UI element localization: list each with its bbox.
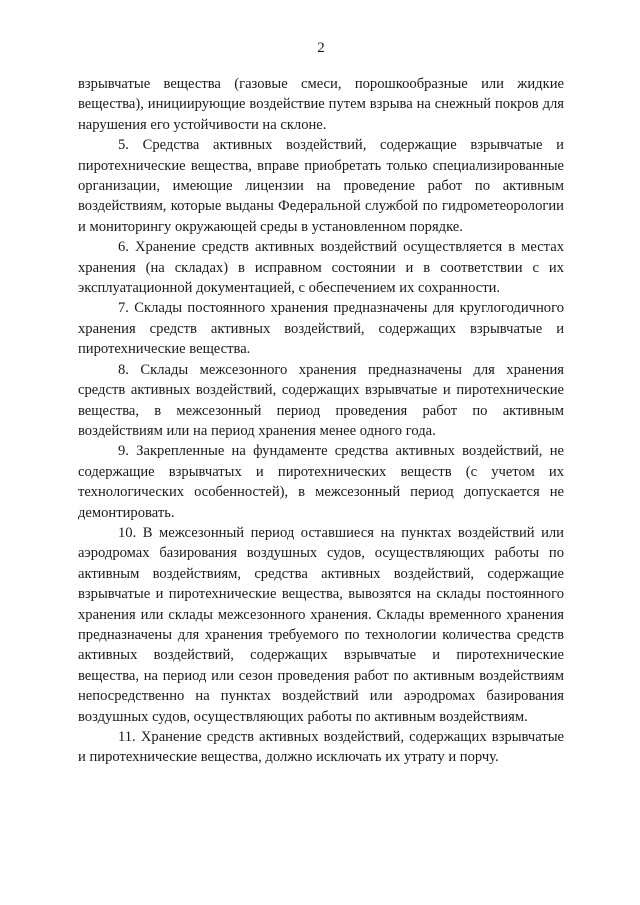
document-page: [78, 38, 564, 768]
paragraph-item-9: 9. Закрепленные на фундаменте средства активных воздействий, не содержащие взрывчатых и пиротехнических веществ (с учетом их технологических особенностей), в межсезонный период допускается не демонтировать.: [78, 443, 564, 521]
paragraph-item-7: 7. Склады постоянного хранения предназначены для круглогодичного хранения средств активных воздействий, содержащих взрывчатые и пиротехнические вещества.: [78, 300, 564, 358]
page-number: 2: [317, 40, 325, 56]
paragraph-item-8: 8. Склады межсезонного хранения предназначены для хранения средств активных воздействий, содержащих взрывчатые и пиротехнические вещества, в межсезонный период проведения работ по активным воздействиям или на период хранения менее одного года.: [78, 361, 564, 439]
paragraph-item-10: 10. В межсезонный период оставшиеся на пунктах воздействий или аэродромах базирования воздушных судов, осуществляющих работы по активным воздействиям, средства активных воздействий, содержащие взрывчатые и пиротехнические вещества, вывозятся на склады постоянного хранения или склады межсезонного хранения. Склады временного хранения предназначены для хранения требуемого по технологии количества средств активных воздействий, содержащих взрывчатые и пиротехнические вещества, на период или сезон проведения работ по активным воздействиям непосредственно на пунктах воздействий или аэродромах базирования воздушных судов, осуществляющих работы по активным воздействиям.: [78, 524, 564, 725]
paragraph-item-6: 6. Хранение средств активных воздействий осуществляется в местах хранения (на складах) в исправном состоянии и в соответствии с их эксплуатационной документацией, с обеспечением их сохранности.: [78, 239, 564, 297]
paragraph-item-5: 5. Средства активных воздействий, содержащие взрывчатые и пиротехнические вещества, вправе приобретать только специализированные организации, имеющие лицензии на проведение работ по активным воздействиям, которые выданы Федеральной службой по гидрометеорологии и мониторингу окружающей среды в установленном порядке.: [78, 137, 564, 235]
paragraph-continuation: взрывчатые вещества (газовые смеси, порошкообразные или жидкие вещества), инициирующие воздействие путем взрыва на снежный покров для нарушения его устойчивости на склоне.: [78, 76, 564, 133]
paragraph-item-11: 11. Хранение средств активных воздействий, содержащих взрывчатые и пиротехнические вещества, должно исключать их утрату и порчу.: [78, 729, 564, 766]
